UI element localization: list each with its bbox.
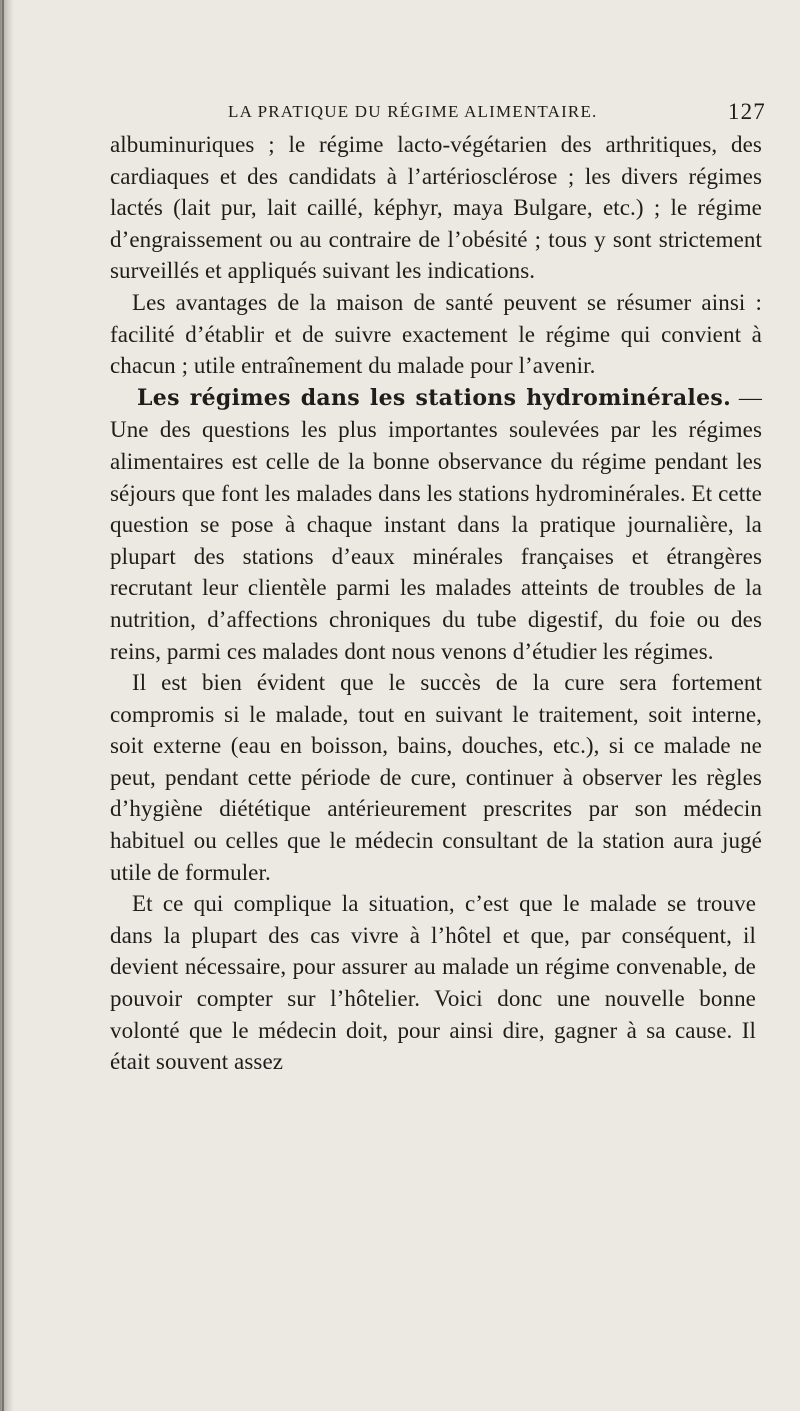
running-header [110,98,766,128]
book-page [110,98,766,1078]
scanned-page-edge [0,0,14,1411]
paragraph-2: Les avantages de la maison de santé peuvent se résumer ainsi : facilité d’établir et de suivre exactement le régime qui convient à chacun ; utile entraînement du malade pour l’avenir. [110,289,762,379]
paragraph-4: Il est bien évident que le succès de la cure sera fortement compromis si le malade, tout en suivant le traitement, soit interne, soit externe (eau en boisson, bains, douches, etc.), si ce malade ne peut, pendant cette période de cure, continuer à observer les règles d’hygiène diététique antérieurement prescrites par son médecin habituel ou celles que le médecin consultant de la station aura jugé utile de formuler. [110,670,762,885]
section-text: — Une des questions les plus importantes soulevées par les régimes alimentaires est celle de la bonne observance du régime pendant les séjours que font les malades dans les stations hydrominérales. Et cette question se pose à chaque instant dans la pratique journalière, la plupart des stations d’eaux minérales françaises et étrangères recrutant leur clientèle parmi les malades atteints de troubles de la nutrition, d’affections chroniques du tube digestif, du foie ou des reins, parmi ces malades dont nous venons d’étudier les régimes. [110,384,762,664]
paragraph-5: Et ce qui complique la situation, c’est que le malade se trouve dans la plupart des cas vivre à l’hôtel et que, par conséquent, il devient nécessaire, pour assurer au malade un régime convenable, de pouvoir compter sur l’hôtelier. Voici donc une nouvelle bonne volonté que le médecin doit, pour ainsi dire, gagner à sa cause. Il était souvent assez [110,891,756,1075]
section-paragraph [110,382,762,667]
running-title: LA PRATIQUE DU RÉGIME ALIMENTAIRE. [228,102,598,121]
section-heading: Les régimes dans les stations hydrominérales. [137,384,732,411]
paragraph-1: albuminuriques ; le régime lacto-végétarien des arthritiques, des cardiaques et des candidats à l’artériosclérose ; les divers régimes lactés (lait pur, lait caillé, képhyr, maya Bulgare, etc.) ; le régime d’engraissement ou au contraire de l’obésité ; tous y sont strictement surveillés et appliqués suivant les indications. [110,132,762,284]
page-number: 127 [727,99,766,124]
page-body [110,129,762,1078]
